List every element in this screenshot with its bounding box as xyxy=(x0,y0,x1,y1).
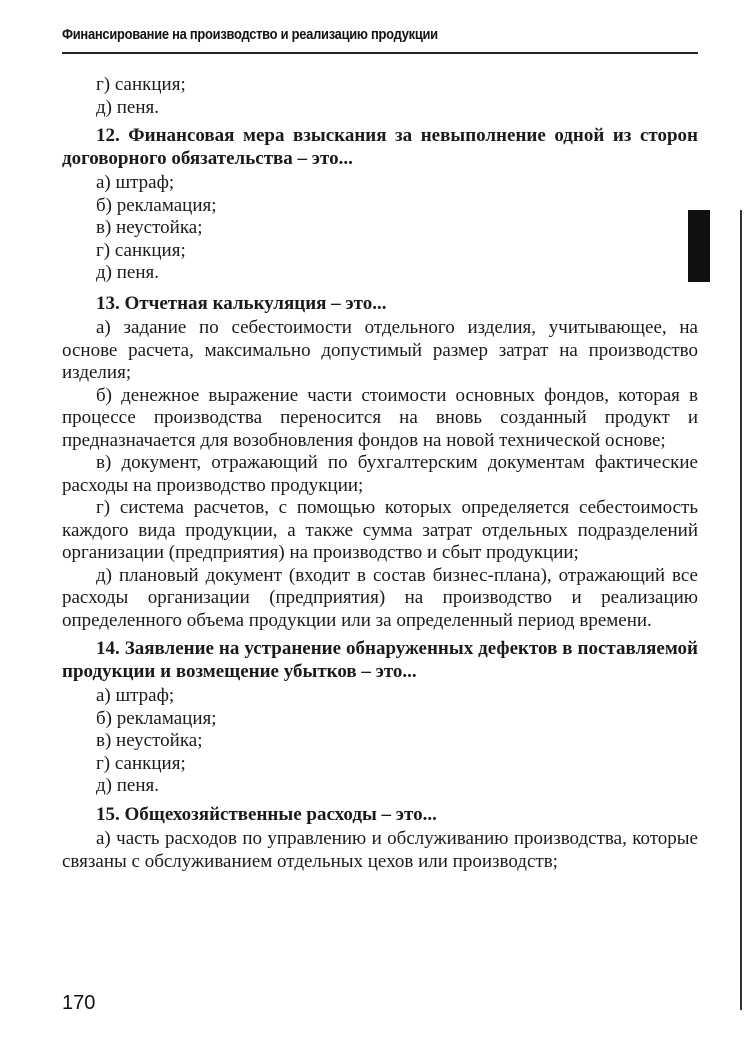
option-item: д) пеня. xyxy=(96,96,160,118)
option-item: в) неустойка; xyxy=(96,730,203,751)
option-item: б) рекламация; xyxy=(96,194,217,216)
q13-options xyxy=(62,317,698,632)
option-item: а) штраф; xyxy=(96,685,175,706)
question-12: 12. Финансовая мера взыскания за невыполнение одной из сторон договорного обязательства – это... xyxy=(62,125,698,169)
scan-edge-mark xyxy=(688,210,710,282)
q14-options xyxy=(62,685,698,798)
option-item: г) санкция; xyxy=(96,74,186,95)
page-number: 170 xyxy=(62,992,96,1014)
option-paragraph: а) задание по себестоимости отдельного изделия, учитывающее, на основе расчета, максимально допустимый размер затрат на производство изделия; xyxy=(62,317,698,383)
question-14: 14. Заявление на устранение обнаруженных дефектов в поставляемой продукции и возмещение убытков – это... xyxy=(62,638,698,682)
option-item: б) рекламация; xyxy=(96,707,217,729)
option-paragraph: б) денежное выражение части стоимости основных фондов, которая в процессе производства переносится на вновь созданный продукт и предназначается для возобновления фондов на новой технической основе; xyxy=(62,384,698,451)
option-item: г) санкция; xyxy=(96,752,186,774)
question-15: 15. Общехозяйственные расходы – это... xyxy=(96,803,437,825)
header-rule xyxy=(62,52,698,54)
q15-options xyxy=(62,828,698,873)
option-paragraph: д) плановый документ (входит в состав бизнес-плана), отражающий все расходы организации (предприятия) на производство и реализацию определенного объема продукции или за определенный период времени. xyxy=(62,564,698,631)
running-header: Финансирование на производство и реализацию продукции xyxy=(62,26,438,43)
option-paragraph: г) система расчетов, с помощью которых определяется себестоимость каждого вида продукции, а также сумма затрат отдельных подразделений организации (предприятия) на производство и сбыт продукции; xyxy=(62,497,698,563)
option-item: д) пеня. xyxy=(96,775,160,796)
option-item: д) пеня. xyxy=(96,262,160,283)
option-item: г) санкция; xyxy=(96,239,186,261)
q11-tail-options xyxy=(62,74,698,119)
option-paragraph: в) документ, отражающий по бухгалтерским документам фактические расходы на производство продукции; xyxy=(62,452,698,496)
question-13: 13. Отчетная калькуляция – это... xyxy=(96,292,387,314)
option-paragraph: а) часть расходов по управлению и обслуживанию производства, которые связаны с обслуживанием отдельных цехов или производств; xyxy=(62,828,698,872)
option-item: в) неустойка; xyxy=(96,217,203,238)
page-content xyxy=(62,72,698,877)
q12-options xyxy=(62,172,698,285)
scan-page-edge xyxy=(740,210,742,1010)
option-item: а) штраф; xyxy=(96,172,175,193)
